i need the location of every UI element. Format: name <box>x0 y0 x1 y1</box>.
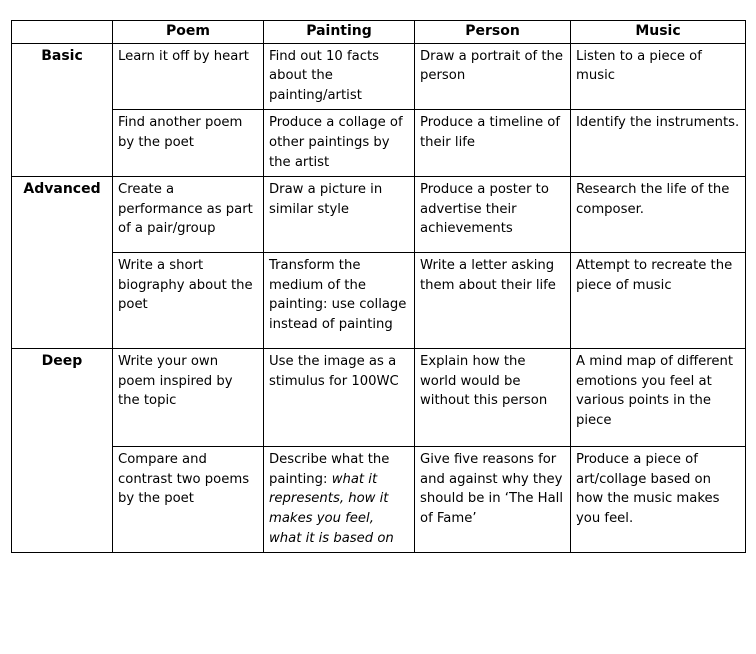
table-cell <box>264 447 415 553</box>
table-row <box>12 447 746 553</box>
table-cell: Attempt to recreate the piece of music <box>571 253 746 349</box>
table-cell: Listen to a piece of music <box>571 43 746 110</box>
table-row <box>12 349 746 447</box>
header-row <box>12 21 746 44</box>
table-cell: Produce a poster to advertise their achievements <box>415 177 571 253</box>
table-cell: Find out 10 facts about the painting/artist <box>264 43 415 110</box>
table-cell: Draw a picture in similar style <box>264 177 415 253</box>
column-header-music: Music <box>571 21 746 44</box>
column-header-poem: Poem <box>113 21 264 44</box>
cell-text-plain: Describe what the painting: <box>269 452 390 487</box>
table-cell: Give five reasons for and against why they should be in ‘The Hall of Fame’ <box>415 447 571 553</box>
level-label-advanced: Advanced <box>12 177 113 349</box>
table-row <box>12 253 746 349</box>
table-cell: Produce a piece of art/collage based on how the music makes you feel. <box>571 447 746 553</box>
table-cell: Find another poem by the poet <box>113 110 264 177</box>
cell-text-italic: what it represents, how it makes you feel, what it is based on <box>269 471 394 546</box>
table-cell: Create a performance as part of a pair/group <box>113 177 264 253</box>
table-cell: Use the image as a stimulus for 100WC <box>264 349 415 447</box>
table-cell: Write your own poem inspired by the topic <box>113 349 264 447</box>
corner-cell <box>12 21 113 44</box>
table-cell: Produce a timeline of their life <box>415 110 571 177</box>
table-row <box>12 177 746 253</box>
column-header-person: Person <box>415 21 571 44</box>
document-page <box>11 20 746 553</box>
table-row <box>12 110 746 177</box>
table-row <box>12 43 746 110</box>
table-cell: Write a letter asking them about their life <box>415 253 571 349</box>
level-label-deep: Deep <box>12 349 113 553</box>
table-cell: A mind map of different emotions you feel at various points in the piece <box>571 349 746 447</box>
table-cell: Explain how the world would be without this person <box>415 349 571 447</box>
table-cell: Write a short biography about the poet <box>113 253 264 349</box>
level-label-basic: Basic <box>12 43 113 177</box>
table-cell: Draw a portrait of the person <box>415 43 571 110</box>
activity-grid-table <box>11 20 746 553</box>
table-cell: Learn it off by heart <box>113 43 264 110</box>
table-cell: Compare and contrast two poems by the poet <box>113 447 264 553</box>
table-cell: Identify the instruments. <box>571 110 746 177</box>
table-cell: Research the life of the composer. <box>571 177 746 253</box>
column-header-painting: Painting <box>264 21 415 44</box>
table-cell: Transform the medium of the painting: use collage instead of painting <box>264 253 415 349</box>
table-cell: Produce a collage of other paintings by the artist <box>264 110 415 177</box>
